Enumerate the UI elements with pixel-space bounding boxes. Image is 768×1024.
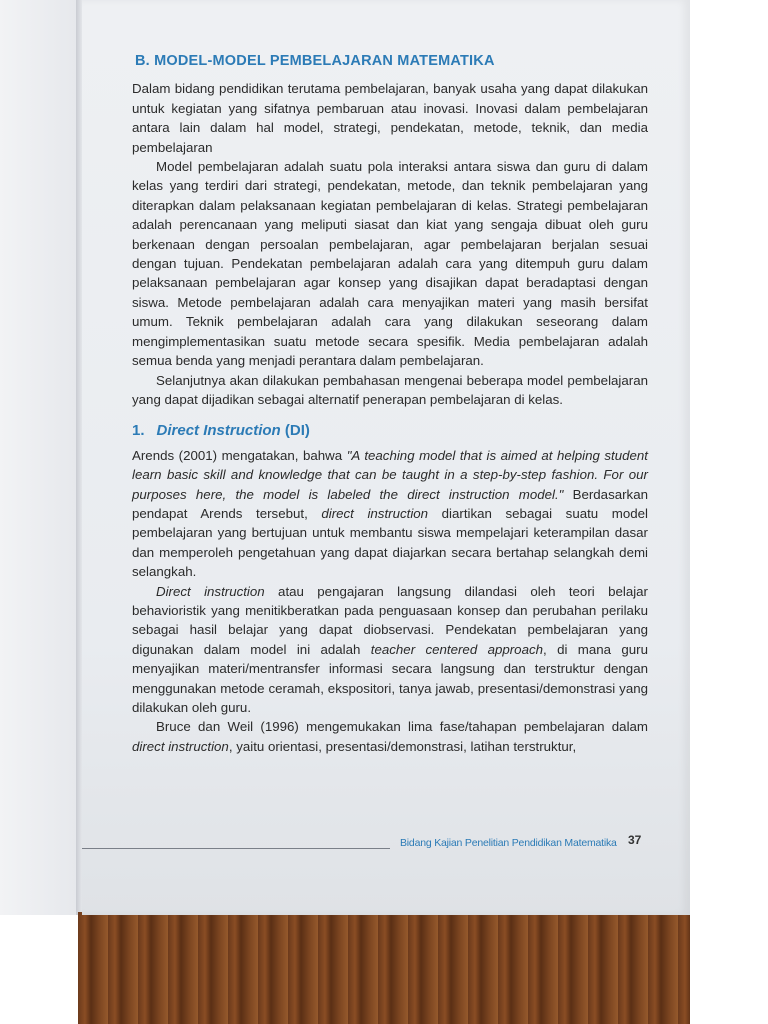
subsection-paragraph <box>132 582 648 718</box>
section-paragraph: Dalam bidang pendidikan terutama pembelajaran, banyak usaha yang dapat dilakukan untuk kegiatan yang sifatnya pembaruan atau inovasi. Inovasi dalam pembelajaran antara lain dalam hal model, strategi, pendekatan, metode, teknik, dan media pembelajaran <box>132 81 648 155</box>
quote-text: "A teaching model that is aimed at helping student learn basic skill and knowledge that can be taught in a step-by-step fashion. For our purposes here, the model is labeled the direct instruction model." <box>132 447 649 502</box>
text-run: Arends (2001) mengatakan, bahwa <box>132 447 347 463</box>
emphasis-text: teacher centered approach <box>370 641 544 657</box>
text-run: Bruce dan Weil (1996) mengemukakan lima fase/tahapan pembelajaran dalam <box>156 719 648 735</box>
page-content <box>132 52 648 756</box>
text-run: , yaitu orientasi, presentasi/demonstrasi, latihan terstruktur, <box>228 738 577 754</box>
subsection-paragraph <box>132 446 648 582</box>
facing-page-edge <box>0 0 78 915</box>
subsection-heading <box>132 421 648 440</box>
subsection-paragraph <box>132 717 648 756</box>
emphasis-text: direct instruction <box>132 738 229 754</box>
subsection-number: 1. <box>132 422 145 440</box>
subsection-title-italic: Direct Instruction <box>156 422 281 440</box>
section-paragraph: Selanjutnya akan dilakukan pembahasan mengenai beberapa model pembelajaran yang dapat dijadikan sebagai alternatif penerapan pembelajaran di kelas. <box>132 372 648 407</box>
subsection-title-abbr: (DI) <box>280 422 310 440</box>
emphasis-text: Direct instruction <box>156 583 265 599</box>
footer-rule <box>82 848 390 849</box>
background <box>690 0 768 915</box>
text-run: atau pengajaran langsung dilandasi oleh teori belajar behavioristik yang menitikberatkan pada penguasaan konsep dan perubahan perilaku sebagai hasil belajar yang dapat diobservasi. Pendekatan pembelajaran yang digunakan dalam model ini adalah <box>132 583 648 657</box>
text-run: Berdasarkan pendapat Arends tersebut, <box>132 486 648 521</box>
section-paragraph: Model pembelajaran adalah suatu pola interaksi antara siswa dan guru di dalam kelas yang terdiri dari strategi, pendekatan, metode, dan teknik pembelajaran yang diterapkan dalam pelaksanaan kegiatan pembelajaran di kelas. Strategi pembelajaran adalah perencanaan yang meliputi siasat dan kiat yang sengaja dibuat oleh guru berkenaan dengan persoalan pembelajaran, agar pembelajaran berjalan sesuai dengan tujuan. Pendekatan pembelajaran adalah cara yang ditempuh guru dalam pelaksanaan pembelajaran agar konsep yang disajikan dapat beradaptasi dengan siswa. Metode pembelajaran adalah cara menyajikan materi yang masih bersifat umum. Teknik pembelajaran adalah cara yang dilakukan seseorang dalam mengimplementasikan suatu metode secara spesifik. Media pembelajaran adalah semua benda yang menjadi perantara dalam pembelajaran. <box>132 159 648 369</box>
emphasis-text: direct instruction <box>321 505 429 521</box>
text-run: diartikan sebagai suatu model pembelajaran yang bertujuan untuk membantu siswa mempelajari keterampilan dasar dan memperoleh pengetahuan yang dapat diajarkan secara bertahap selangkah demi selangkah. <box>132 505 649 580</box>
page-number: 37 <box>628 833 642 847</box>
text-run: , di mana guru menyajikan materi/mentransfer informasi secara langsung dan terstruktur dengan menggunakan metode ceramah, ekspositori, tanya jawab, presentasi/demonstrasi yang dilakukan oleh guru. <box>132 641 648 715</box>
section-heading: B. MODEL-MODEL PEMBELAJARAN MATEMATIKA <box>135 53 495 69</box>
running-footer: Bidang Kajian Penelitian Pendidikan Matematika <box>400 837 617 849</box>
book-page <box>82 0 690 915</box>
wooden-table <box>78 912 690 1024</box>
